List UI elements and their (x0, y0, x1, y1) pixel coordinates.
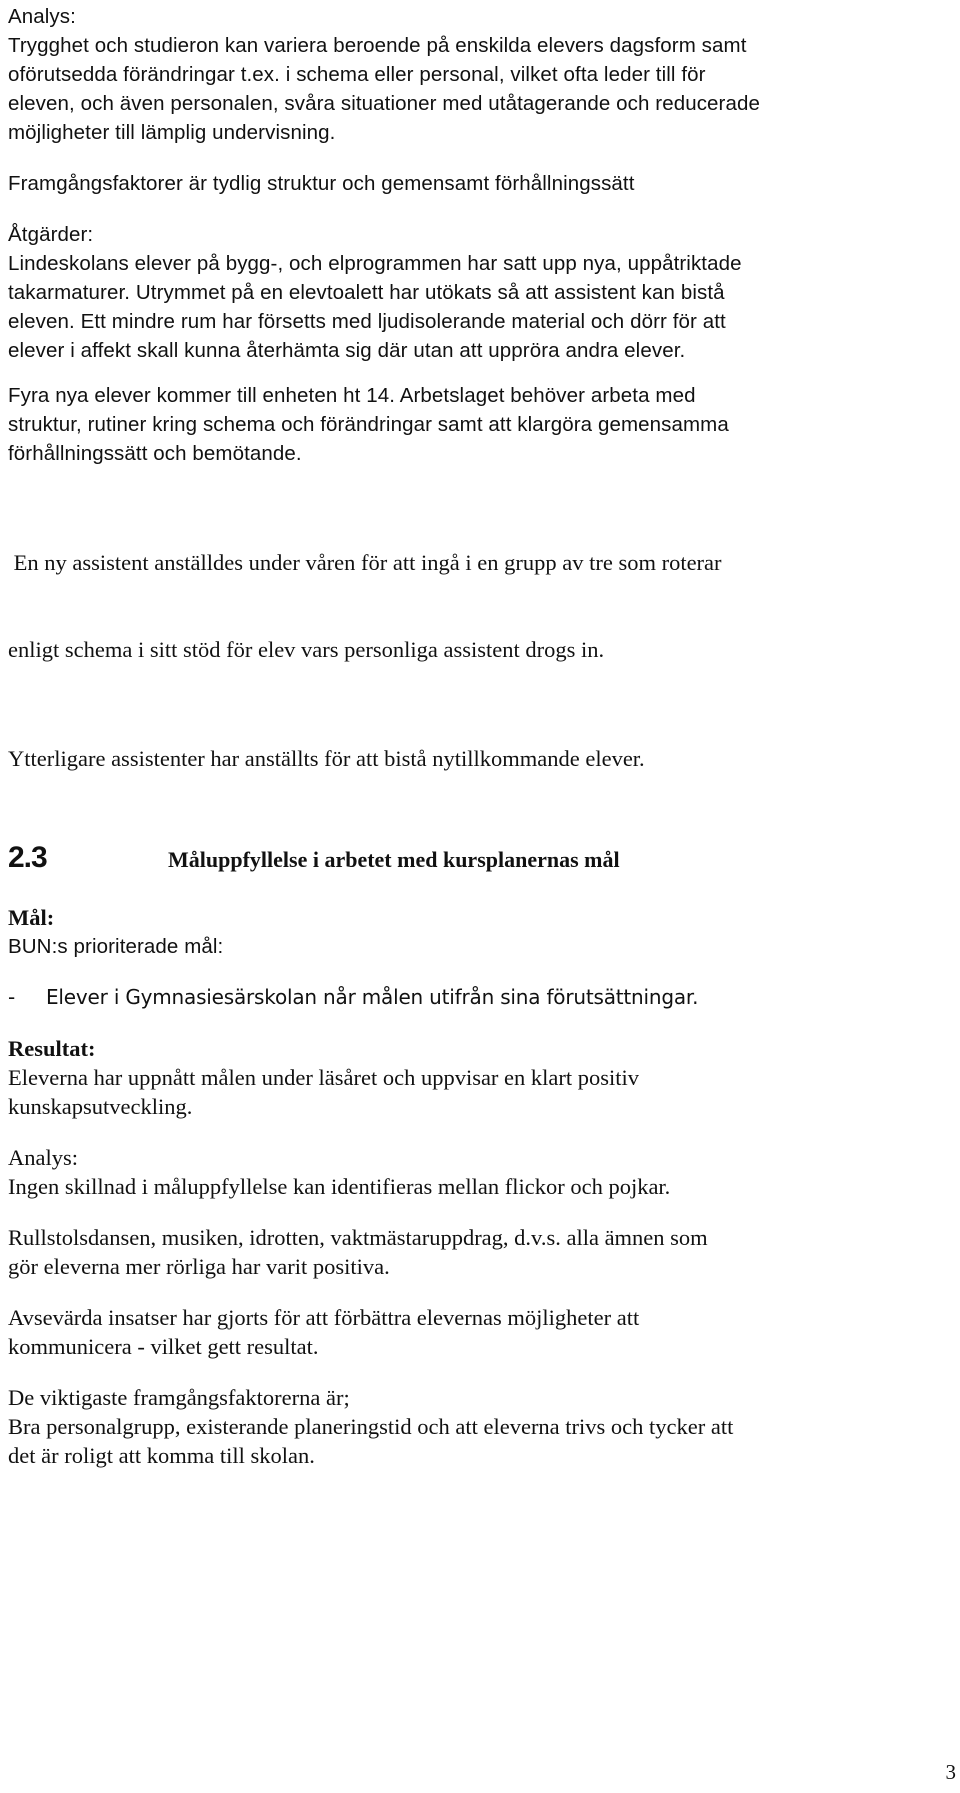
text-line: eleven, och även personalen, svåra situationer med utåtagerande och reducerade (8, 92, 760, 115)
text-line: En ny assistent anställdes under våren för att ingå i en grupp av tre som roterar (8, 550, 722, 575)
text-line: möjligheter till lämplig undervisning. (8, 121, 336, 144)
atgarder-paragraph-4: Ytterligare assistenter har anställts för att bistå nytillkommande elever. (8, 746, 645, 771)
text-line: förhållningssätt och bemötande. (8, 442, 302, 465)
text-line: De viktigaste framgångsfaktorerna är; (8, 1385, 350, 1410)
analys-heading: Analys: (8, 5, 76, 28)
section-heading (8, 843, 956, 881)
atgarder-paragraph-1 (8, 249, 956, 365)
text-line: kommunicera - vilket gett resultat. (8, 1334, 319, 1359)
mal-subheading: BUN:s prioriterade mål: (8, 935, 224, 958)
resultat-section (8, 1034, 956, 1121)
text-line: enligt schema i sitt stöd för elev vars personliga assistent drogs in. (8, 637, 605, 662)
text-line: eleven. Ett mindre rum har försetts med ljudisolerande material och dörr för att (8, 310, 726, 333)
text-line: kunskapsutveckling. (8, 1094, 193, 1119)
atgarder-paragraph-3 (8, 490, 956, 722)
text-line: Eleverna har uppnått målen under läsåret och uppvisar en klart positiv (8, 1065, 640, 1090)
analys-section-2 (8, 1143, 956, 1470)
list-item-text: Elever i Gymnasiesärskolan når målen utifrån sina förutsättningar. (46, 985, 699, 1009)
atgarder-section (8, 220, 956, 773)
analys-paragraph-3 (8, 1303, 956, 1361)
text-line: gör eleverna mer rörliga har varit positiva. (8, 1254, 390, 1279)
analys-paragraph (8, 31, 956, 147)
text-line: takarmaturer. Utrymmet på en elevtoalett har utökats så att assistent kan bistå (8, 281, 725, 304)
section-number: 2.3 (8, 841, 47, 874)
section-title: Måluppfyllelse i arbetet med kursplanernas mål (168, 847, 620, 872)
text-line: struktur, rutiner kring schema och förändringar samt att klargöra gemensamma (8, 413, 729, 436)
mal-section (8, 903, 956, 1012)
atgarder-paragraph-2 (8, 381, 956, 468)
list-item (8, 983, 956, 1012)
resultat-paragraph (8, 1063, 956, 1121)
mal-heading: Mål: (8, 905, 55, 930)
page-number: 3 (945, 1760, 956, 1784)
analys-heading: Analys: (8, 1145, 78, 1170)
analys-paragraph-2 (8, 1223, 956, 1281)
resultat-heading: Resultat: (8, 1036, 96, 1061)
analys-paragraph-1: Ingen skillnad i måluppfyllelse kan identifieras mellan flickor och pojkar. (8, 1174, 671, 1199)
framgangsfaktorer-line: Framgångsfaktorer är tydlig struktur och gemensamt förhållningssätt (8, 172, 635, 195)
document-page (8, 2, 956, 1470)
text-line: Fyra nya elever kommer till enheten ht 14. Arbetslaget behöver arbeta med (8, 384, 696, 407)
text-line: oförutsedda förändringar t.ex. i schema eller personal, vilket ofta leder till för (8, 63, 706, 86)
text-line: Rullstolsdansen, musiken, idrotten, vaktmästaruppdrag, d.v.s. alla ämnen som (8, 1225, 708, 1250)
text-line: elever i affekt skall kunna återhämta sig där utan att uppröra andra elever. (8, 339, 686, 362)
list-dash: - (8, 985, 16, 1009)
text-line: Bra personalgrupp, existerande planeringstid och att eleverna trivs och tycker att (8, 1414, 734, 1439)
text-line: Avsevärda insatser har gjorts för att förbättra elevernas möjligheter att (8, 1305, 640, 1330)
analys-section-1 (8, 2, 956, 198)
text-line: det är roligt att komma till skolan. (8, 1443, 315, 1468)
atgarder-heading: Åtgärder: (8, 223, 94, 246)
text-line: Lindeskolans elever på bygg-, och elprogrammen har satt upp nya, uppåtriktade (8, 252, 742, 275)
text-line: Trygghet och studieron kan variera beroende på enskilda elevers dagsform samt (8, 34, 747, 57)
analys-paragraph-4 (8, 1383, 956, 1470)
